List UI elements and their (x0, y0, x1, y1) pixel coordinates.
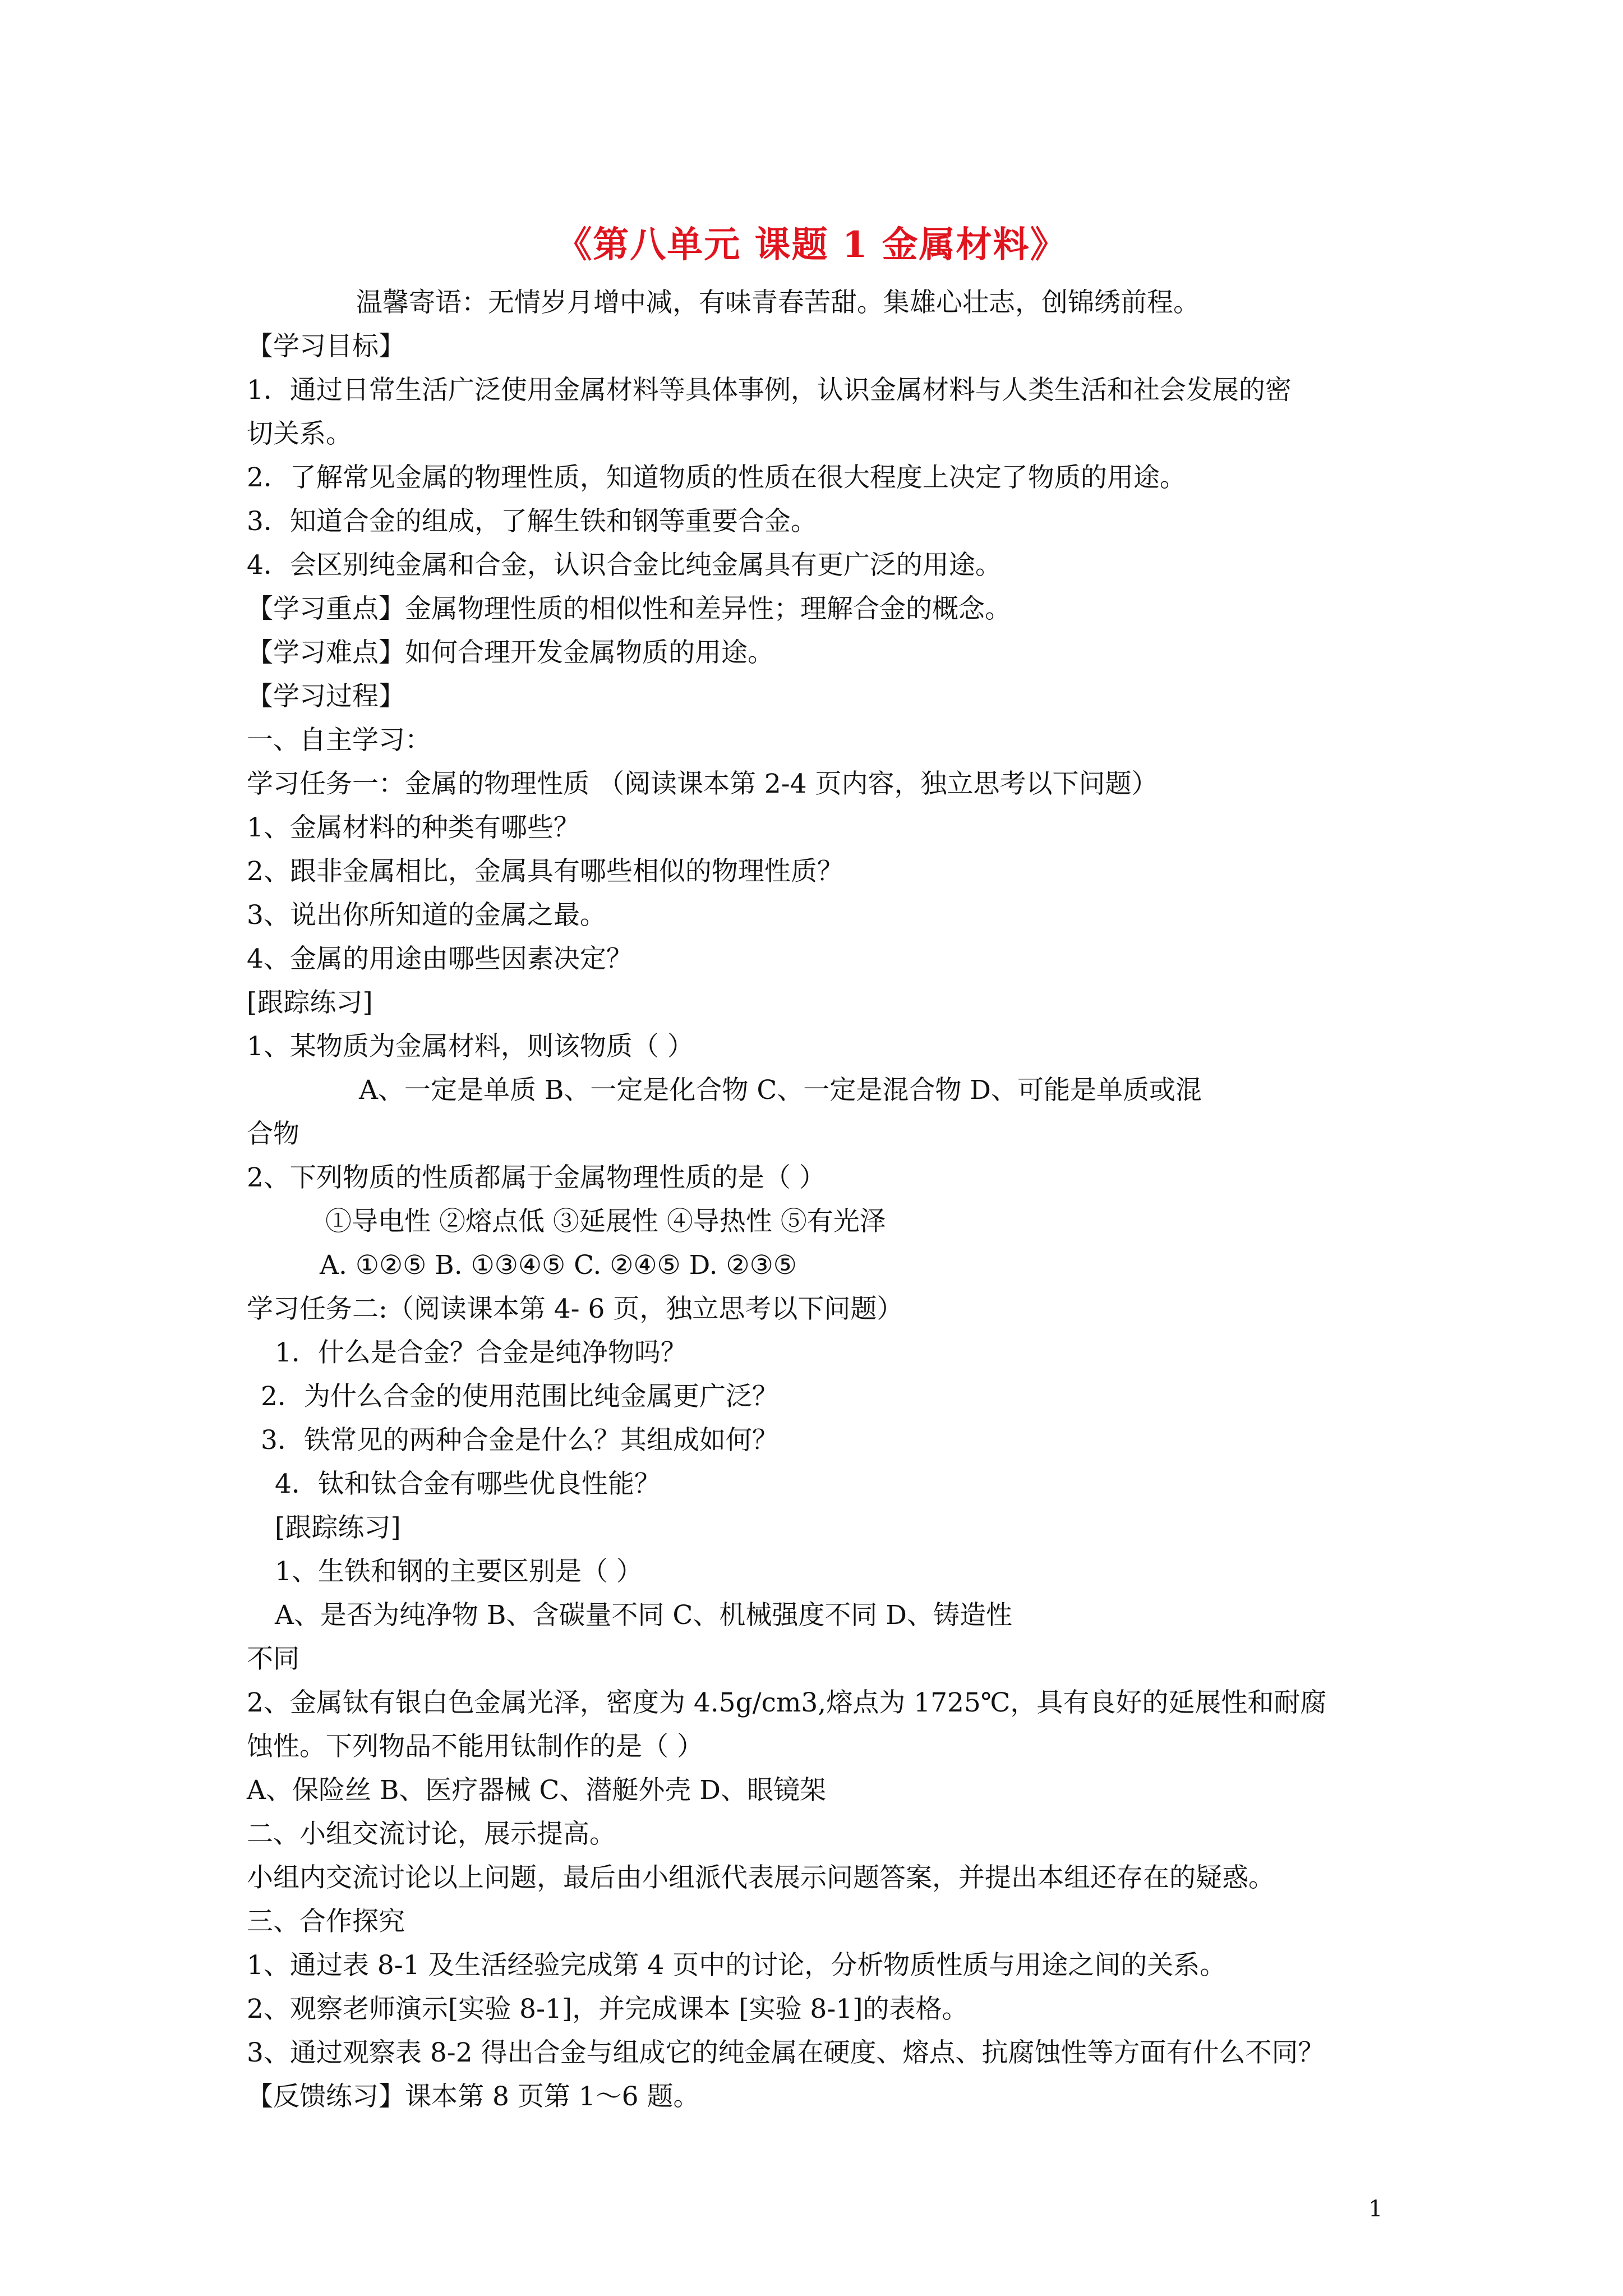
motto: 温馨寄语：无情岁月增中减，有味青春苦甜。集雄心壮志，创锦绣前程。 (356, 287, 1200, 318)
process-heading: 【学习过程】 (247, 681, 405, 712)
cooperation-item-1: 1、通过表 8-1 及生活经验完成第 4 页中的讨论，分析物质性质与用途之间的关系。 (247, 1950, 1227, 1981)
cooperation-item-2: 2、观察老师演示[实验 8-1]，并完成课本 [实验 8-1]的表格。 (247, 1994, 969, 2024)
cooperation-item-3: 3、通过观察表 8-2 得出合金与组成它的纯金属在硬度、熔点、抗腐蚀性等方面有什么不同？ (247, 2037, 1325, 2068)
practice-2-question-2-options: A、保险丝 B、医疗器械 C、潜艇外壳 D、眼镜架 (247, 1775, 826, 1806)
practice-2-question-2: 2、金属钛有银白色金属光泽，密度为 4.5g/cm3,熔点为 1725℃，具有良好的延展性和耐腐 (247, 1687, 1327, 1718)
difficulties: 【学习难点】如何合理开发金属物质的用途。 (247, 637, 774, 668)
practice-2-question-1: 1、生铁和钢的主要区别是（ ） (275, 1556, 643, 1587)
task-2-question-2: 2．为什么合金的使用范围比纯金属更广泛？ (261, 1381, 778, 1412)
goal-2: 2．了解常见金属的物理性质，知道物质的性质在很大程度上决定了物质的用途。 (247, 462, 1186, 493)
task-2-question-3: 3．铁常见的两种合金是什么？其组成如何？ (261, 1425, 778, 1456)
page-number: 1 (1368, 2196, 1383, 2222)
goal-3: 3．知道合金的组成，了解生铁和钢等重要合金。 (247, 506, 817, 537)
practice-1-heading: [跟踪练习] (247, 987, 373, 1018)
goals-heading: 【学习目标】 (247, 331, 405, 362)
task-2-question-4: 4．钛和钛合金有哪些优良性能？ (275, 1469, 661, 1499)
practice-2-heading: [跟踪练习] (275, 1512, 401, 1543)
practice-2-question-1-cont: 不同 (247, 1644, 299, 1674)
practice-2-question-2-cont: 蚀性。下列物品不能用钛制作的是（ ） (247, 1731, 703, 1762)
task-1: 学习任务一：金属的物理性质 （阅读课本第 2-4 页内容，独立思考以下问题） (247, 769, 1158, 799)
task-1-question-4: 4、金属的用途由哪些因素决定？ (247, 944, 633, 974)
practice-1-question-1: 1、某物质为金属材料，则该物质（ ） (247, 1031, 694, 1062)
practice-2-question-1-options: A、是否为纯净物 B、含碳量不同 C、机械强度不同 D、铸造性 (275, 1600, 1012, 1631)
section-3-heading: 三、合作探究 (247, 1906, 405, 1937)
feedback-practice: 【反馈练习】课本第 8 页第 1～6 题。 (247, 2081, 700, 2112)
goal-1-cont: 切关系。 (247, 418, 352, 449)
key-points: 【学习重点】金属物理性质的相似性和差异性；理解合金的概念。 (247, 593, 1011, 624)
practice-1-question-2-items: ①导电性 ②熔点低 ③延展性 ④导热性 ⑤有光泽 (325, 1206, 886, 1237)
goal-4: 4．会区别纯金属和合金，认识合金比纯金属具有更广泛的用途。 (247, 550, 1002, 581)
section-1-heading: 一、自主学习： (247, 725, 431, 756)
practice-1-question-2-options: A. ①②⑤ B. ①③④⑤ C. ②④⑤ D. ②③⑤ (320, 1250, 797, 1281)
practice-1-question-1-options: A、一定是单质 B、一定是化合物 C、一定是混合物 D、可能是单质或混 (359, 1075, 1202, 1106)
task-2: 学习任务二:（阅读课本第 4- 6 页，独立思考以下问题） (247, 1294, 903, 1324)
section-2-heading: 二、小组交流讨论，展示提高。 (247, 1819, 616, 1849)
goal-1: 1．通过日常生活广泛使用金属材料等具体事例，认识金属材料与人类生活和社会发展的密 (247, 375, 1292, 406)
practice-1-question-1-cont: 合物 (247, 1119, 299, 1149)
page-title: 《第八单元 课题 1 金属材料》 (556, 224, 1067, 266)
task-1-question-1: 1、金属材料的种类有哪些？ (247, 812, 580, 843)
task-1-question-3: 3、说出你所知道的金属之最。 (247, 900, 606, 931)
task-1-question-2: 2、跟非金属相比，金属具有哪些相似的物理性质？ (247, 856, 843, 887)
section-2-text: 小组内交流讨论以上问题，最后由小组派代表展示问题答案，并提出本组还存在的疑惑。 (247, 1862, 1275, 1893)
practice-1-question-2: 2、下列物质的性质都属于金属物理性质的是（ ） (247, 1162, 826, 1193)
task-2-question-1: 1．什么是合金？合金是纯净物吗？ (275, 1337, 687, 1368)
